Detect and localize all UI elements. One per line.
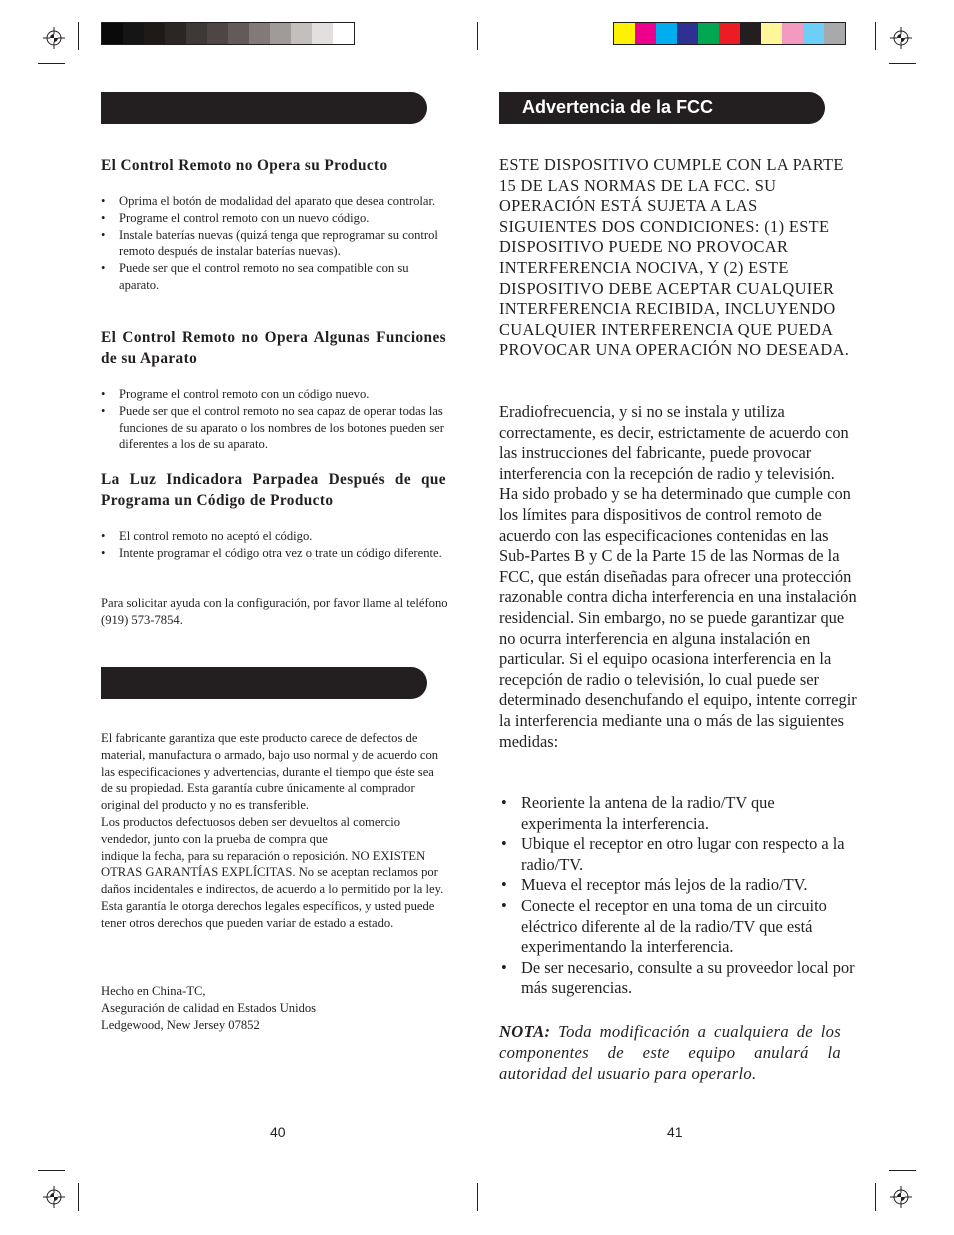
note-text: Toda modificación a cualquiera de los componentes de este equipo anulará la autoridad del usuario para operarlo. xyxy=(499,1022,841,1083)
grayscale-calibration-bar xyxy=(101,22,355,45)
list-item: • Programe el control remoto con un código nuevo. xyxy=(101,386,451,403)
list-item: • Ubique el receptor en otro lugar con respecto a la radio/TV. xyxy=(499,834,857,875)
color-swatch xyxy=(102,23,123,44)
note-label: NOTA: xyxy=(499,1022,551,1041)
color-swatch xyxy=(270,23,291,44)
list-item: • Intente programar el código otra vez o trate un código diferente. xyxy=(101,545,451,562)
warranty-paragraph: El fabricante garantiza que este producto carece de defectos de material, manufactura o armado, bajo uso normal y de acuerdo con las especificaciones y advertencias, durante el tiempo que éste sea de su propiedad. Esta garantía cubre únicamente al comprador original del producto y no es transferible. xyxy=(101,731,439,813)
crop-mark xyxy=(889,1170,916,1171)
list-item: • Puede ser que el control remoto no sea compatible con su aparato. xyxy=(101,260,451,294)
color-swatch xyxy=(186,23,207,44)
warranty-paragraph: Los productos defectuosos deben ser devueltos al comercio vendedor, junto con la prueba de compra que xyxy=(101,814,401,846)
warranty-paragraph: indique la fecha, para su reparación o reposición. NO EXISTEN OTRAS GARANTÍAS EXPLÍCITAS. No se aceptan reclamos por daños incidentales e indirectos, de acuerdo a lo permitido por la ley. Esta garantía le otorga derechos legales específicos, y usted puede tener otros derechos que pueden variar de estado a estado. xyxy=(101,848,444,930)
color-swatch xyxy=(123,23,144,44)
color-swatch xyxy=(144,23,165,44)
registration-target-icon xyxy=(890,1186,912,1208)
color-calibration-bar xyxy=(613,22,846,45)
section-heading: El Control Remoto no Opera su Producto xyxy=(101,157,388,174)
section-heading: El Control Remoto no Opera Algunas Funciones de su Aparato xyxy=(101,329,446,367)
address-line: Ledgewood, New Jersey 07852 xyxy=(101,1017,260,1032)
color-swatch xyxy=(740,23,761,44)
warranty-text xyxy=(101,730,446,932)
manufacturer-address xyxy=(101,983,451,1033)
color-swatch xyxy=(635,23,656,44)
list-item: • Puede ser que el control remoto no sea capaz de operar todas las funciones de su aparato o los nombres de los botones pueden ser diferentes a los de su aparato. xyxy=(101,403,451,453)
list-item: • Conecte el receptor en una toma de un circuito eléctrico diferente al de la radio/TV que está experimentando la interferencia. xyxy=(499,896,857,958)
registration-target-icon xyxy=(890,27,912,49)
registration-target-icon xyxy=(43,1186,65,1208)
list-item: • Mueva el receptor más lejos de la radio/TV. xyxy=(499,875,857,896)
color-swatch xyxy=(165,23,186,44)
crop-mark xyxy=(78,1183,79,1211)
color-swatch xyxy=(333,23,354,44)
color-swatch xyxy=(677,23,698,44)
crop-mark xyxy=(477,1183,478,1211)
color-swatch xyxy=(207,23,228,44)
color-swatch xyxy=(312,23,333,44)
crop-mark xyxy=(78,22,79,50)
list-item: • De ser necesario, consulte a su proveedor local por más sugerencias. xyxy=(499,958,857,999)
section-header-bar xyxy=(101,92,427,124)
color-swatch xyxy=(824,23,845,44)
crop-mark xyxy=(38,63,65,64)
section-header-bar xyxy=(101,667,427,699)
bullet-list xyxy=(101,386,451,453)
bullet-list xyxy=(101,193,451,294)
fcc-compliance-text: ESTE DISPOSITIVO CUMPLE CON LA PARTE 15 DE LAS NORMAS DE LA FCC. SU OPERACIÓN ESTÁ SUJETA A LAS SIGUIENTES DOS CONDICIONES: (1) ESTE DISPOSITIVO PUEDE NO PROVOCAR INTERFERENCIA NOCIVA, Y (2) ESTE DISPOSITIVO DEBE ACEPTAR CUALQUIER INTERFERENCIA RECIBIDA, INCLUYENDO CUALQUIER INTERFERENCIA QUE PUEDA PROVOCAR UNA OPERACIÓN NO DESEADA. xyxy=(499,155,850,360)
list-item: • El control remoto no aceptó el código. xyxy=(101,528,451,545)
list-item: • Instale baterías nuevas (quizá tenga que reprogramar su control remoto después de instalar baterías nuevas). xyxy=(101,227,451,261)
help-text: Para solicitar ayuda con la configuración, por favor llame al teléfono (919) 573-7854. xyxy=(101,596,448,627)
bullet-list xyxy=(499,793,857,999)
list-item: • Programe el control remoto con un nuevo código. xyxy=(101,210,451,227)
color-swatch xyxy=(719,23,740,44)
section-heading: La Luz Indicadora Parpadea Después de que Programa un Código de Producto xyxy=(101,471,446,509)
registration-target-icon xyxy=(43,27,65,49)
color-swatch xyxy=(228,23,249,44)
color-swatch xyxy=(698,23,719,44)
color-swatch xyxy=(656,23,677,44)
section-header-bar xyxy=(499,92,825,124)
fcc-note xyxy=(499,1021,841,1084)
color-swatch xyxy=(782,23,803,44)
crop-mark xyxy=(875,22,876,50)
crop-mark xyxy=(889,63,916,64)
crop-mark xyxy=(477,22,478,50)
color-swatch xyxy=(614,23,635,44)
list-item: • Reoriente la antena de la radio/TV que experimenta la interferencia. xyxy=(499,793,857,834)
address-line: Hecho en China-TC, xyxy=(101,984,206,998)
color-swatch xyxy=(249,23,270,44)
crop-mark xyxy=(875,1183,876,1211)
address-line: Aseguración de calidad en Estados Unidos xyxy=(101,1000,317,1015)
crop-mark xyxy=(38,1170,65,1171)
page-number: 41 xyxy=(667,1124,683,1140)
fcc-interference-text: Eradiofrecuencia, y si no se instala y utiliza correctamente, es decir, estrictamente de acuerdo con las instrucciones del fabricante, puede provocar interferencia con la recepción de radio y televisión. Ha sido probado y se ha determinado que cumple con los límites para dispositivos de control remoto de acuerdo con las especificaciones contenidas en las Sub-Partes B y C de la Parte 15 de las Normas de la FCC, que están diseñadas para ofrecer una protección razonable contra dicha interferencia en una instalación residencial. Sin embargo, no se puede garantizar que no ocurra interferencia en alguna instalación en particular. Si el equipo ocasiona interferencia en la recepción de radio o televisión, lo cual puede ser determinado desenchufando el equipo, intente corregir la interferencia mediante una o más de las siguientes medidas: xyxy=(499,402,857,751)
page-number: 40 xyxy=(270,1124,286,1140)
color-swatch xyxy=(803,23,824,44)
color-swatch xyxy=(761,23,782,44)
section-header-title: Advertencia de la FCC xyxy=(522,97,714,117)
bullet-list xyxy=(101,528,451,562)
color-swatch xyxy=(291,23,312,44)
list-item: • Oprima el botón de modalidad del aparato que desea controlar. xyxy=(101,193,451,210)
